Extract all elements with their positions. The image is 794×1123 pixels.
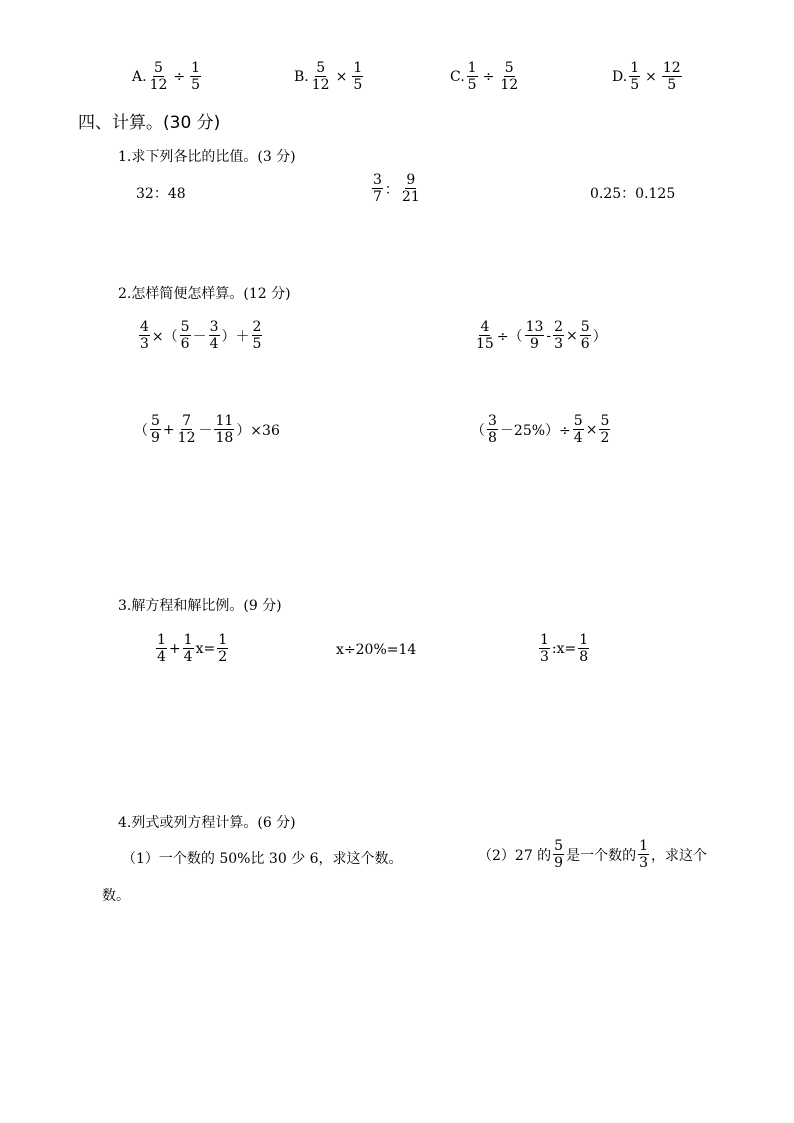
fraction: $\frac{1}{3}$ bbox=[639, 838, 649, 871]
fraction: $\frac{1}{5}$ bbox=[353, 60, 363, 93]
choice-d bbox=[612, 60, 684, 93]
fraction: $\frac{1}{5}$ bbox=[191, 60, 201, 93]
choice-label: A. bbox=[132, 68, 147, 85]
fraction: $\frac{5}{9}$ bbox=[151, 413, 160, 446]
q3-expr-1: $\frac{1}{4}$ + $\frac{1}{4}$ x= $\frac{1}{2}$ bbox=[157, 632, 228, 665]
fraction: $\frac{7}{12}$ bbox=[177, 413, 196, 446]
choice-c bbox=[450, 60, 521, 93]
operator: ÷ bbox=[482, 68, 495, 85]
fraction: $\frac{1}{5}$ bbox=[467, 60, 477, 93]
fraction: $\frac{3}{7}$ bbox=[373, 172, 382, 205]
fraction: $\frac{12}{5}$ bbox=[662, 60, 681, 93]
operator: ÷ bbox=[173, 68, 186, 85]
operator: × bbox=[645, 68, 657, 85]
q2-title: 2.怎样简便怎样算。(12 分) bbox=[118, 286, 291, 302]
fraction: $\frac{5}{12}$ bbox=[311, 60, 330, 93]
choice-label: B. bbox=[294, 68, 309, 85]
fraction: $\frac{4}{15}$ bbox=[476, 319, 494, 352]
q1-item-3: 0.25：0.125 bbox=[590, 186, 676, 202]
q3-expr-3: $\frac{1}{3}$ :x= $\frac{1}{8}$ bbox=[540, 632, 589, 665]
fraction: $\frac{1}{2}$ bbox=[218, 632, 228, 665]
fraction: $\frac{5}{6}$ bbox=[580, 319, 590, 352]
fraction: $\frac{9}{21}$ bbox=[401, 172, 420, 205]
fraction: $\frac{3}{4}$ bbox=[209, 319, 219, 352]
operator: × bbox=[335, 68, 348, 85]
q3-title: 3.解方程和解比例。(9 分) bbox=[118, 598, 282, 614]
fraction: $\frac{13}{9}$ bbox=[525, 319, 544, 352]
choice-label: C. bbox=[450, 68, 465, 85]
q4-problem-1: （1）一个数的 50%比 30 少 6，求这个数。 bbox=[122, 851, 403, 867]
ratio-colon: ： bbox=[384, 181, 399, 198]
q3-expr-2: x÷20%=14 bbox=[336, 642, 417, 658]
q1-item-2 bbox=[370, 172, 423, 205]
fraction: $\frac{1}{3}$ bbox=[540, 632, 549, 665]
q2-expr-4: （ $\frac{3}{8}$ －25%）÷ $\frac{5}{4}$ × $\frac{5}{2}$ bbox=[471, 413, 610, 446]
q1-title: 1.求下列各比的比值。(3 分) bbox=[118, 149, 296, 165]
q1-item-1: 32：48 bbox=[136, 186, 186, 202]
choice-b bbox=[294, 60, 365, 93]
fraction: $\frac{5}{6}$ bbox=[180, 319, 190, 352]
fraction: $\frac{2}{5}$ bbox=[252, 319, 262, 352]
fraction: $\frac{11}{18}$ bbox=[215, 413, 234, 446]
q4-problem-2: （2）27 的 $\frac{5}{9}$ 是一个数的 $\frac{1}{3}$ ，求这个 bbox=[478, 838, 708, 871]
fraction: $\frac{3}{8}$ bbox=[488, 413, 497, 446]
fraction: $\frac{5}{12}$ bbox=[149, 60, 168, 93]
choice-label: D. bbox=[612, 68, 628, 85]
fraction: $\frac{5}{12}$ bbox=[500, 60, 519, 93]
fraction: $\frac{2}{3}$ bbox=[554, 319, 564, 352]
fraction: $\frac{4}{3}$ bbox=[140, 319, 149, 352]
q2-expr-1: $\frac{4}{3}$ ×（ $\frac{5}{6}$ － $\frac{3}{4}$ ）＋ $\frac{2}{5}$ bbox=[140, 319, 262, 352]
fraction: $\frac{5}{9}$ bbox=[554, 838, 564, 871]
fraction: $\frac{1}{4}$ bbox=[157, 632, 166, 665]
fraction: $\frac{1}{5}$ bbox=[630, 60, 640, 93]
fraction: $\frac{1}{4}$ bbox=[183, 632, 193, 665]
q4-problem-2-continued: 数。 bbox=[102, 888, 130, 904]
fraction: $\frac{5}{2}$ bbox=[600, 413, 610, 446]
choice-a bbox=[132, 60, 203, 93]
q2-expr-2: $\frac{4}{15}$ ÷（ $\frac{13}{9}$ - $\frac{2}{3}$ × $\frac{5}{6}$ ） bbox=[476, 319, 607, 352]
fraction: $\frac{5}{4}$ bbox=[573, 413, 583, 446]
q4-title: 4.列式或列方程计算。(6 分) bbox=[118, 815, 296, 831]
fraction: $\frac{1}{8}$ bbox=[579, 632, 589, 665]
section-title: 四、计算。(30 分) bbox=[78, 113, 221, 133]
q2-expr-3: （ $\frac{5}{9}$ + $\frac{7}{12}$ － $\frac{11}{18}$ ）×36 bbox=[134, 413, 280, 446]
